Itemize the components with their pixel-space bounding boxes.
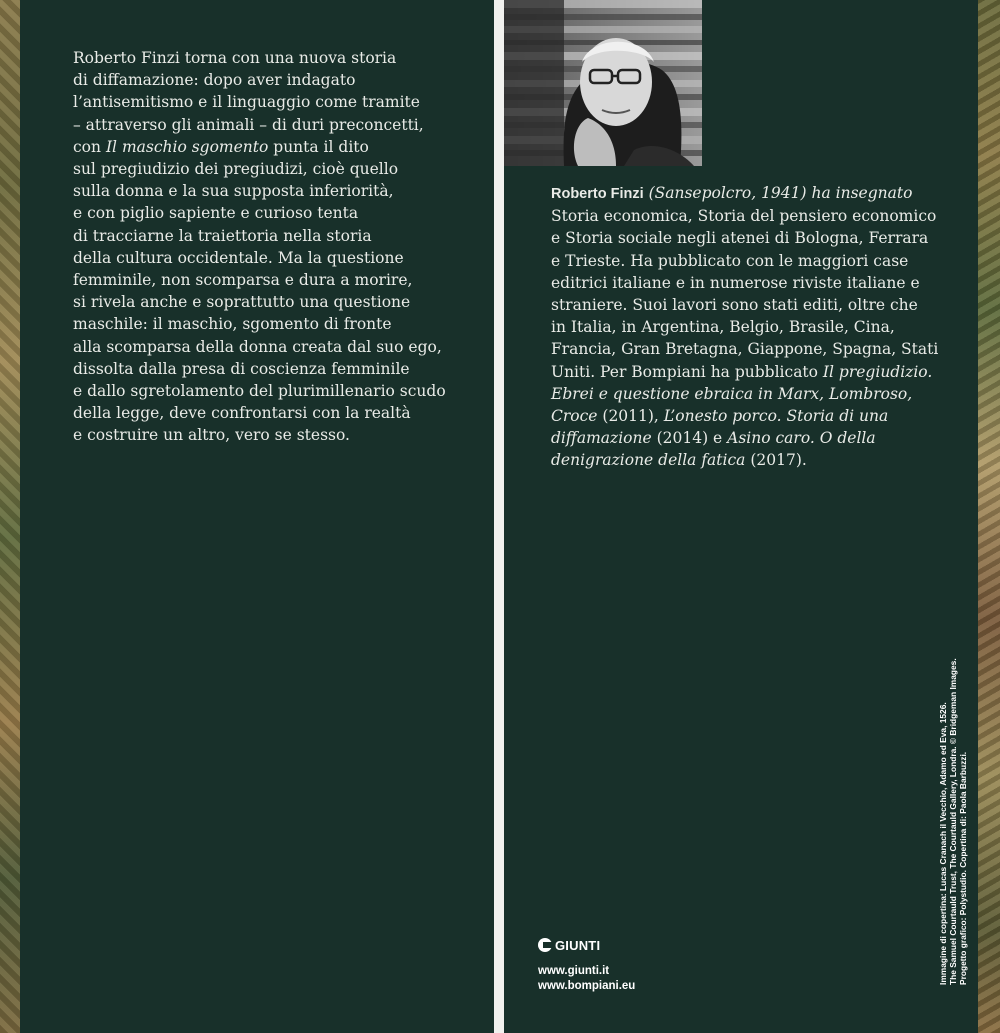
text-line [551,182,971,205]
text-line [73,47,473,69]
text-line [551,205,971,227]
book-title: L’onesto porco. Storia di una [663,407,889,426]
text-line [73,380,473,402]
text-segment: editrici italiane e in numerose riviste italiane e [551,273,920,292]
text-line [551,405,971,427]
text-segment: alla scomparsa della donna creata dal suo ego, [73,337,442,356]
text-segment: – attraverso gli animali – di duri preconcetti, [73,115,424,134]
credit-line: Progetto grafico: Polystudio. Copertina di: Paola Barbuzzi. [958,751,968,985]
fold-gutter [494,0,504,1033]
text-segment: Storia economica, Storia del pensiero economico [551,207,937,226]
text-line [73,225,473,247]
text-segment: dissolta dalla presa di coscienza femminile [73,359,410,378]
book-title: denigrazione della fatica [551,451,746,470]
text-line [73,424,473,446]
text-line [73,69,473,91]
text-line [551,250,971,272]
text-segment: e Storia sociale negli atenei di Bologna, Ferrara [551,229,929,248]
text-segment: e dallo sgretolamento del plurimillenario scudo [73,382,446,401]
text-segment: e Trieste. Ha pubblicato con le maggiori case [551,251,909,270]
text-segment: di tracciarne la traiettoria nella storia [73,226,372,245]
url-bompiani[interactable]: www.bompiani.eu [538,980,636,992]
text-line [551,227,971,249]
text-segment: (2014) e [651,429,728,448]
text-segment: Uniti. Per Bompiani ha pubblicato [551,362,823,381]
publisher-urls [538,964,635,994]
text-line [551,427,971,449]
book-title: Croce [551,407,598,426]
text-segment: punta il dito [268,137,369,156]
url-giunti[interactable]: www.giunti.it [538,965,610,977]
text-segment: l’antisemitismo e il linguaggio come tramite [73,93,420,112]
text-segment: in Italia, in Argentina, Belgio, Brasile, Cina, [551,318,895,337]
text-segment: della cultura occidentale. Ma la questione [73,248,404,267]
text-line [73,313,473,335]
cover-art-edge-left [0,0,20,1033]
text-line [551,383,971,405]
text-segment: con [73,137,106,156]
text-line [73,269,473,291]
text-segment: (2017). [745,451,807,470]
giunti-logo-text: GIUNTI [555,937,601,953]
text-line [551,361,971,383]
text-segment: Francia, Gran Bretagna, Giappone, Spagna, Stati [551,340,939,359]
text-segment: (2011), [597,407,664,426]
text-segment: Roberto Finzi torna con una nuova storia [73,49,397,67]
text-segment: straniere. Suoi lavori sono stati editi, oltre che [551,296,918,315]
book-title: Il maschio sgomento [105,137,269,156]
text-line [73,114,473,136]
book-title: Asino caro. O della [727,429,876,448]
credit-line: Immagine di copertina: Lucas Cranach il Vecchio, Adamo ed Eva, 1526. [938,702,948,985]
text-segment: sulla donna e la sua supposta inferiorità, [73,182,394,201]
author-photo [504,0,702,166]
text-line [73,158,473,180]
text-line [551,294,971,316]
text-line [73,358,473,380]
text-segment: di diffamazione: dopo aver indagato [73,71,356,90]
text-line [73,91,473,113]
text-line [73,202,473,224]
text-segment: si rivela anche e soprattutto una questione [73,293,411,312]
text-line [73,336,473,358]
credit-line: The Samuel Courtauld Trust, The Courtauld Gallery, Londra. © Bridgeman Images. [948,658,958,985]
text-line [551,449,971,471]
text-segment: maschile: il maschio, sgomento di fronte [73,315,392,334]
text-segment: e costruire un altro, vero se stesso. [73,426,350,445]
cover-art-edge-right [978,0,1000,1033]
text-line [73,180,473,202]
text-line [73,291,473,313]
text-line [73,247,473,269]
text-segment: sul pregiudizio dei pregiudizi, cioè quello [73,160,399,179]
text-segment: femminile, non scomparsa e dura a morire, [73,271,413,290]
image-credits [938,658,968,985]
giunti-logo-icon [538,938,552,952]
giunti-logo [538,935,600,955]
author-portrait-image [504,0,702,166]
book-blurb [73,47,473,447]
text-line [551,338,971,360]
text-line [551,316,971,338]
book-title: Il pregiudizio. [822,362,933,381]
author-name: Roberto Finzi [551,186,644,202]
text-line [73,136,473,158]
book-title: (Sansepolcro, 1941) ha insegnato [643,184,913,202]
author-bio [551,182,971,472]
text-line [73,402,473,424]
text-segment: e con piglio sapiente e curioso tenta [73,204,359,223]
book-title: Ebrei e questione ebraica in Marx, Lombroso, [551,384,913,403]
book-title: diffamazione [551,429,652,448]
text-segment: della legge, deve confrontarsi con la realtà [73,404,411,423]
text-line [551,272,971,294]
